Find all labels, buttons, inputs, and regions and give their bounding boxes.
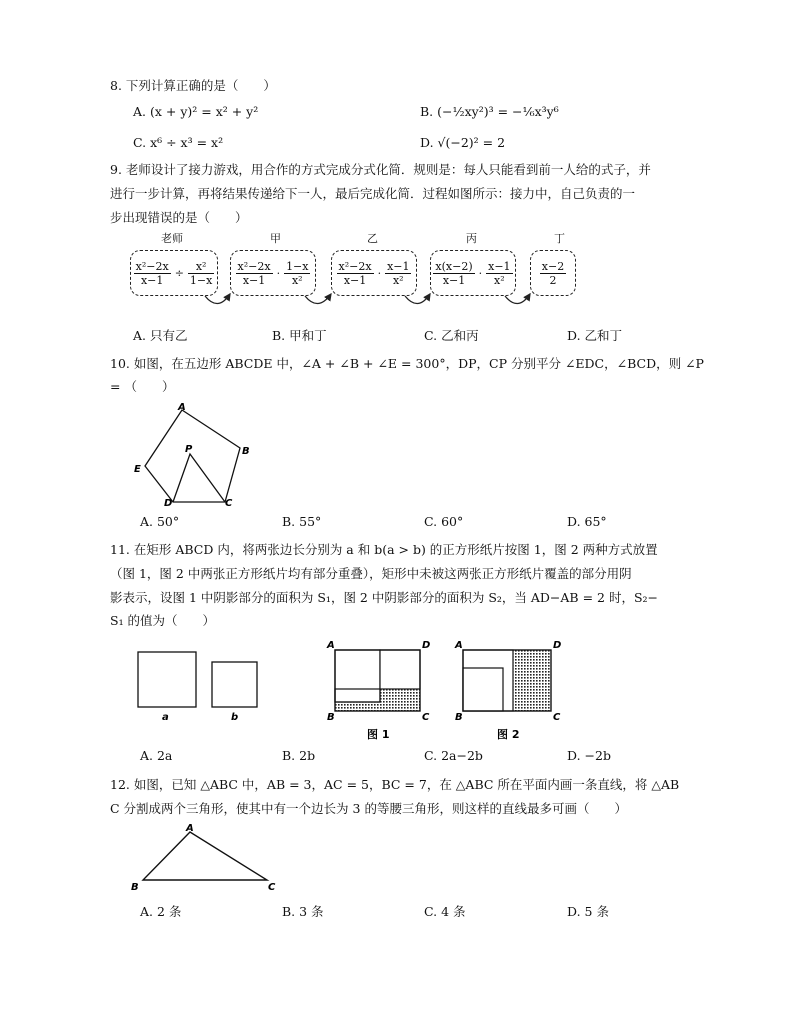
frac-den: x−1 <box>343 273 367 287</box>
tri-label-C: C <box>268 882 276 892</box>
q11-option-b: B. 2b <box>282 748 316 763</box>
frac-den: x−1 <box>140 273 164 287</box>
q9-stem-line3: 步出现错误的是（ ） <box>110 210 248 225</box>
fig1-label-D: D <box>422 640 431 651</box>
frac-num: x−1 <box>488 259 511 273</box>
frac-num: x²−2x <box>135 259 169 273</box>
q9-option-b: B. 甲和丁 <box>272 328 327 343</box>
q10-stem-line1: 10. 如图，在五边形 ABCDE 中，∠A + ∠B + ∠E = 300°，DP，CP 分别平分 ∠EDC，∠BCD，则 ∠P <box>110 356 704 371</box>
frac-num: x²−2x <box>237 259 271 273</box>
q10-option-b: B. 55° <box>282 514 322 529</box>
q12-option-a: A. 2 条 <box>140 904 182 919</box>
q8-option-b: B. (−½xy²)³ = −⅙x³y⁶ <box>420 104 559 119</box>
pentagon-figure <box>130 398 255 510</box>
q12-option-c: C. 4 条 <box>424 904 466 919</box>
frac-den: x−1 <box>242 273 266 287</box>
frac-den: x−1 <box>442 273 466 287</box>
q8-option-d: D. √(−2)² = 2 <box>420 135 506 150</box>
frac-num: x²−2x <box>338 259 372 273</box>
frac-num: x² <box>188 260 214 274</box>
q9-stem-line1: 9. 老师设计了接力游戏，用合作的方式完成分式化简．规则是：每人只能看到前一人给的式子，并 <box>110 162 651 177</box>
label-A: A <box>178 402 186 413</box>
fig1-caption: 图 1 <box>367 728 390 741</box>
tri-label-B: B <box>131 882 139 892</box>
q9-option-d: D. 乙和丁 <box>567 328 623 343</box>
square-a <box>138 652 196 707</box>
frac-num: x−1 <box>387 259 410 273</box>
label-P: P <box>185 444 193 455</box>
tri-label-A: A <box>186 823 194 834</box>
operator: ÷ <box>174 266 184 280</box>
label-jia: 甲 <box>270 232 281 245</box>
label-ding: 丁 <box>554 232 565 245</box>
fig2-caption: 图 2 <box>497 728 520 741</box>
label-yi: 乙 <box>367 232 378 245</box>
q9-stem-line2: 进行一步计算，再将结果传递给下一人，最后完成化简．过程如图所示：接力中，自己负责的一 <box>110 186 636 201</box>
q11-option-c: C. 2a−2b <box>424 748 483 763</box>
label-D: D <box>164 498 173 509</box>
q10-option-d: D. 65° <box>567 514 607 529</box>
q9-option-a: A. 只有乙 <box>133 328 188 343</box>
q11-stem-line2: （图 1，图 2 中两张正方形纸片均有部分重叠），矩形中未被这两张正方形纸片覆盖的部分用阴 <box>110 566 632 581</box>
fig1-label-B: B <box>327 712 335 723</box>
q11-figures <box>125 632 585 747</box>
fig2-label-A: A <box>455 640 463 651</box>
label-b: b <box>231 712 239 723</box>
square-b <box>212 662 257 707</box>
q10-stem-line2: = （ ） <box>110 379 175 394</box>
q11-stem-line3: 影表示，设图 1 中阴影部分的面积为 S₁，图 2 中阴影部分的面积为 S₂，当 AD−AB = 2 时，S₂− <box>110 590 658 605</box>
frac-num: 1−x <box>286 259 309 273</box>
q11-stem-line4: S₁ 的值为（ ） <box>110 613 216 628</box>
operator: · <box>276 266 281 280</box>
fig2-label-D: D <box>553 640 562 651</box>
arrow-2 <box>305 294 331 304</box>
arrow-1 <box>205 294 230 304</box>
q12-stem-line2: C 分割成两个三角形，使其中有一个边长为 3 的等腰三角形，则这样的直线最多可画（ ） <box>110 801 627 816</box>
frac-num: x(x−2) <box>435 259 473 273</box>
operator: · <box>377 266 382 280</box>
q11-stem-line1: 11. 在矩形 ABCD 内，将两张边长分别为 a 和 b(a > b) 的正方形纸片按图 1，图 2 两种方式放置 <box>110 542 658 557</box>
q11-option-a: A. 2a <box>140 748 173 763</box>
q8-option-a: A. (x + y)² = x² + y² <box>133 104 259 119</box>
frac-den: x² <box>392 273 404 287</box>
q10-option-a: A. 50° <box>140 514 180 529</box>
frac-num: x−2 <box>541 259 565 273</box>
figure-1 <box>326 640 430 723</box>
q12-stem-line1: 12. 如图，已知 △ABC 中，AB = 3，AC = 5，BC = 7，在 △ABC 所在平面内画一条直线，将 △AB <box>110 777 680 792</box>
q10-option-c: C. 60° <box>424 514 464 529</box>
frac-den: 2 <box>549 273 557 287</box>
q12-option-b: B. 3 条 <box>282 904 324 919</box>
fig1-label-A: A <box>327 640 335 651</box>
label-a: a <box>162 712 169 723</box>
q12-option-d: D. 5 条 <box>567 904 609 919</box>
triangle-figure <box>125 820 285 892</box>
frac-den: 1−x <box>189 273 213 287</box>
arrow-3 <box>405 294 430 304</box>
fig2-label-C: C <box>553 712 561 723</box>
q8-option-c: C. x⁶ ÷ x³ = x² <box>133 135 224 150</box>
operator: · <box>478 266 483 280</box>
arrow-4 <box>505 294 530 304</box>
label-E: E <box>134 464 141 475</box>
frac-den: x² <box>291 273 303 287</box>
relay-arrows <box>0 0 794 330</box>
q8-stem: 8. 下列计算正确的是（ ） <box>110 78 276 93</box>
figure-2 <box>454 640 561 723</box>
frac-den: x² <box>494 273 505 287</box>
q11-option-d: D. −2b <box>567 748 611 763</box>
label-teacher: 老师 <box>161 232 183 245</box>
fig2-label-B: B <box>455 712 463 723</box>
q9-option-c: C. 乙和丙 <box>424 328 479 343</box>
label-B: B <box>242 446 250 457</box>
label-C: C <box>225 498 233 509</box>
label-bing: 丙 <box>466 232 477 245</box>
fig1-label-C: C <box>422 712 430 723</box>
